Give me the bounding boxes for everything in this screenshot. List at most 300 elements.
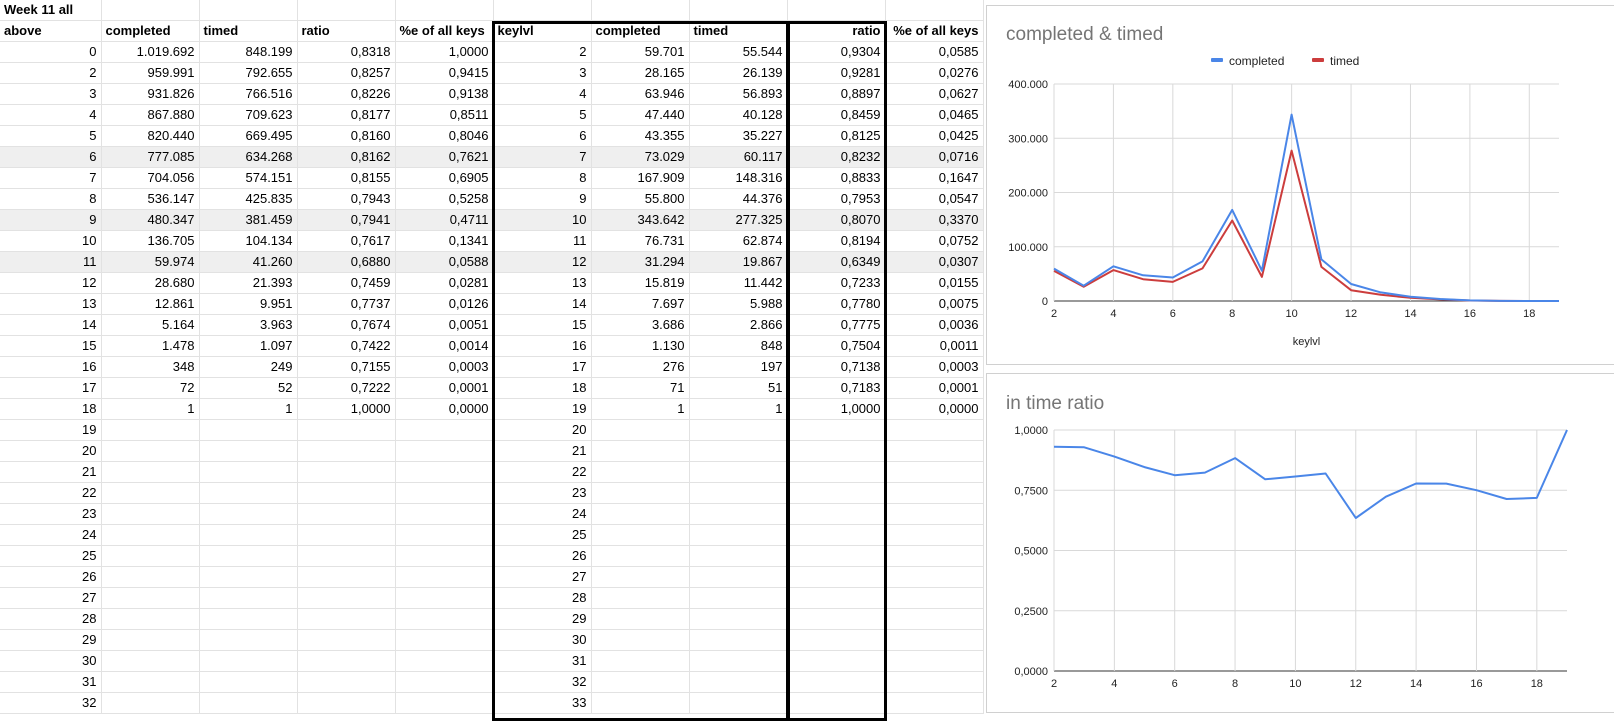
cell-left-8-5[interactable]: 0,5258 bbox=[395, 189, 493, 210]
cell-right-12-2[interactable]: 15.819 bbox=[591, 273, 689, 294]
cell-left-25-3[interactable] bbox=[199, 546, 297, 567]
cell-left-22-5[interactable] bbox=[395, 483, 493, 504]
cell-left-13-5[interactable]: 0,0126 bbox=[395, 294, 493, 315]
cell-right-31-2[interactable] bbox=[591, 672, 689, 693]
cell-right-13-1[interactable]: 14 bbox=[493, 294, 591, 315]
cell-left-26-1[interactable]: 26 bbox=[0, 567, 101, 588]
cell-left-8-2[interactable]: 536.147 bbox=[101, 189, 199, 210]
cell-left-2-1[interactable]: 2 bbox=[0, 63, 101, 84]
cell-left-19-5[interactable] bbox=[395, 420, 493, 441]
cell-left-32-1[interactable]: 32 bbox=[0, 693, 101, 714]
cell-left-5-5[interactable]: 0,8046 bbox=[395, 126, 493, 147]
cell-right-27-1[interactable]: 28 bbox=[493, 588, 591, 609]
cell-left-14-5[interactable]: 0,0051 bbox=[395, 315, 493, 336]
cell-right-24-1[interactable]: 25 bbox=[493, 525, 591, 546]
cell-right-2-1[interactable]: 3 bbox=[493, 63, 591, 84]
cell-right-10-1[interactable]: 11 bbox=[493, 231, 591, 252]
cell-right-6-4[interactable]: 0,8232 bbox=[787, 147, 885, 168]
cell-right-8-4[interactable]: 0,7953 bbox=[787, 189, 885, 210]
cell-left-8-4[interactable]: 0,7943 bbox=[297, 189, 395, 210]
cell-left-28-5[interactable] bbox=[395, 609, 493, 630]
cell-right-13-3[interactable]: 5.988 bbox=[689, 294, 787, 315]
cell-right-29-3[interactable] bbox=[689, 630, 787, 651]
cell-right-21-3[interactable] bbox=[689, 462, 787, 483]
cell-left-16-4[interactable]: 0,7155 bbox=[297, 357, 395, 378]
cell-left-17-3[interactable]: 52 bbox=[199, 378, 297, 399]
cell-right-20-3[interactable] bbox=[689, 441, 787, 462]
cell-right-24-2[interactable] bbox=[591, 525, 689, 546]
cell-right-16-5[interactable]: 0,0003 bbox=[885, 357, 983, 378]
cell-right-7-2[interactable]: 167.909 bbox=[591, 168, 689, 189]
cell-right-9-5[interactable]: 0,3370 bbox=[885, 210, 983, 231]
cell-left-9-1[interactable]: 9 bbox=[0, 210, 101, 231]
cell-left-8-3[interactable]: 425.835 bbox=[199, 189, 297, 210]
cell-right-24-3[interactable] bbox=[689, 525, 787, 546]
cell-left-32-5[interactable] bbox=[395, 693, 493, 714]
cell-left-4-4[interactable]: 0,8177 bbox=[297, 105, 395, 126]
cell-right-30-5[interactable] bbox=[885, 651, 983, 672]
cell-left-25-2[interactable] bbox=[101, 546, 199, 567]
cell-right-18-2[interactable]: 1 bbox=[591, 399, 689, 420]
cell-right-14-1[interactable]: 15 bbox=[493, 315, 591, 336]
cell-right-27-2[interactable] bbox=[591, 588, 689, 609]
cell-right-27-3[interactable] bbox=[689, 588, 787, 609]
cell-right-15-2[interactable]: 1.130 bbox=[591, 336, 689, 357]
cell-right-29-2[interactable] bbox=[591, 630, 689, 651]
cell-left-12-4[interactable]: 0,7459 bbox=[297, 273, 395, 294]
cell-left-14-3[interactable]: 3.963 bbox=[199, 315, 297, 336]
cell-left-28-3[interactable] bbox=[199, 609, 297, 630]
cell-left-11-2[interactable]: 59.974 bbox=[101, 252, 199, 273]
cell-left-22-4[interactable] bbox=[297, 483, 395, 504]
cell-left-5-2[interactable]: 820.440 bbox=[101, 126, 199, 147]
cell-right-6-5[interactable]: 0,0716 bbox=[885, 147, 983, 168]
cell-right-9-3[interactable]: 277.325 bbox=[689, 210, 787, 231]
cell-right-22-3[interactable] bbox=[689, 483, 787, 504]
cell-left-26-5[interactable] bbox=[395, 567, 493, 588]
cell-right-30-4[interactable] bbox=[787, 651, 885, 672]
cell-left-2-5[interactable]: 0,9415 bbox=[395, 63, 493, 84]
cell-left-6-4[interactable]: 0,8162 bbox=[297, 147, 395, 168]
cell-right-17-1[interactable]: 18 bbox=[493, 378, 591, 399]
cell-left-14-1[interactable]: 14 bbox=[0, 315, 101, 336]
cell-right-1-2[interactable]: 59.701 bbox=[591, 42, 689, 63]
cell-right-31-1[interactable]: 32 bbox=[493, 672, 591, 693]
cell-left-10-4[interactable]: 0,7617 bbox=[297, 231, 395, 252]
cell-right-17-4[interactable]: 0,7183 bbox=[787, 378, 885, 399]
cell-left-11-5[interactable]: 0,0588 bbox=[395, 252, 493, 273]
cell-right-12-3[interactable]: 11.442 bbox=[689, 273, 787, 294]
cell-right-18-5[interactable]: 0,0000 bbox=[885, 399, 983, 420]
cell-left-32-2[interactable] bbox=[101, 693, 199, 714]
cell-right-25-3[interactable] bbox=[689, 546, 787, 567]
cell-left-16-1[interactable]: 16 bbox=[0, 357, 101, 378]
cell-right-2-4[interactable]: 0,9281 bbox=[787, 63, 885, 84]
cell-right-12-4[interactable]: 0,7233 bbox=[787, 273, 885, 294]
cell-left-1-1[interactable]: 0 bbox=[0, 42, 101, 63]
cell-right-8-5[interactable]: 0,0547 bbox=[885, 189, 983, 210]
cell-left-16-5[interactable]: 0,0003 bbox=[395, 357, 493, 378]
cell-left-31-1[interactable]: 31 bbox=[0, 672, 101, 693]
cell-right-12-1[interactable]: 13 bbox=[493, 273, 591, 294]
cell-right-25-5[interactable] bbox=[885, 546, 983, 567]
cell-right-1-4[interactable]: 0,9304 bbox=[787, 42, 885, 63]
cell-right-32-1[interactable]: 33 bbox=[493, 693, 591, 714]
cell-left-11-3[interactable]: 41.260 bbox=[199, 252, 297, 273]
cell-right-2-5[interactable]: 0,0276 bbox=[885, 63, 983, 84]
cell-left-9-5[interactable]: 0,4711 bbox=[395, 210, 493, 231]
cell-right-6-2[interactable]: 73.029 bbox=[591, 147, 689, 168]
cell-right-4-3[interactable]: 40.128 bbox=[689, 105, 787, 126]
cell-left-28-4[interactable] bbox=[297, 609, 395, 630]
cell-right-3-2[interactable]: 63.946 bbox=[591, 84, 689, 105]
cell-right-6-3[interactable]: 60.117 bbox=[689, 147, 787, 168]
cell-right-26-5[interactable] bbox=[885, 567, 983, 588]
cell-right-23-1[interactable]: 24 bbox=[493, 504, 591, 525]
cell-left-22-1[interactable]: 22 bbox=[0, 483, 101, 504]
cell-right-28-2[interactable] bbox=[591, 609, 689, 630]
cell-right-14-2[interactable]: 3.686 bbox=[591, 315, 689, 336]
cell-left-12-1[interactable]: 12 bbox=[0, 273, 101, 294]
header-keylvl-ratio[interactable]: ratio bbox=[787, 21, 885, 42]
cell-left-14-2[interactable]: 5.164 bbox=[101, 315, 199, 336]
cell-left-30-4[interactable] bbox=[297, 651, 395, 672]
cell-right-1-1[interactable]: 2 bbox=[493, 42, 591, 63]
cell-left-1-4[interactable]: 0,8318 bbox=[297, 42, 395, 63]
cell-left-19-3[interactable] bbox=[199, 420, 297, 441]
cell-right-19-4[interactable] bbox=[787, 420, 885, 441]
cell-left-6-5[interactable]: 0,7621 bbox=[395, 147, 493, 168]
cell-left-12-2[interactable]: 28.680 bbox=[101, 273, 199, 294]
cell-right-7-1[interactable]: 8 bbox=[493, 168, 591, 189]
cell-left-15-1[interactable]: 15 bbox=[0, 336, 101, 357]
cell-left-25-1[interactable]: 25 bbox=[0, 546, 101, 567]
cell-left-15-2[interactable]: 1.478 bbox=[101, 336, 199, 357]
cell-left-7-3[interactable]: 574.151 bbox=[199, 168, 297, 189]
cell-right-11-1[interactable]: 12 bbox=[493, 252, 591, 273]
cell-left-13-3[interactable]: 9.951 bbox=[199, 294, 297, 315]
cell-left-18-4[interactable]: 1,0000 bbox=[297, 399, 395, 420]
cell-left-28-1[interactable]: 28 bbox=[0, 609, 101, 630]
cell-right-16-3[interactable]: 197 bbox=[689, 357, 787, 378]
cell-right-5-3[interactable]: 35.227 bbox=[689, 126, 787, 147]
cell-left-5-3[interactable]: 669.495 bbox=[199, 126, 297, 147]
cell-right-31-3[interactable] bbox=[689, 672, 787, 693]
cell-right-5-1[interactable]: 6 bbox=[493, 126, 591, 147]
cell-right-27-4[interactable] bbox=[787, 588, 885, 609]
cell-left-30-5[interactable] bbox=[395, 651, 493, 672]
cell-left-17-1[interactable]: 17 bbox=[0, 378, 101, 399]
cell-right-31-5[interactable] bbox=[885, 672, 983, 693]
header-keylvl-pct-all-keys[interactable]: %e of all keys bbox=[885, 21, 983, 42]
cell-right-17-3[interactable]: 51 bbox=[689, 378, 787, 399]
cell-left-5-1[interactable]: 5 bbox=[0, 126, 101, 147]
cell-left-21-4[interactable] bbox=[297, 462, 395, 483]
cell-left-30-2[interactable] bbox=[101, 651, 199, 672]
cell-left-10-3[interactable]: 104.134 bbox=[199, 231, 297, 252]
cell-left-31-3[interactable] bbox=[199, 672, 297, 693]
cell-left-14-4[interactable]: 0,7674 bbox=[297, 315, 395, 336]
cell-left-9-3[interactable]: 381.459 bbox=[199, 210, 297, 231]
cell-left-27-5[interactable] bbox=[395, 588, 493, 609]
cell-right-19-3[interactable] bbox=[689, 420, 787, 441]
cell-right-19-5[interactable] bbox=[885, 420, 983, 441]
cell-left-6-1[interactable]: 6 bbox=[0, 147, 101, 168]
cell-left-20-5[interactable] bbox=[395, 441, 493, 462]
cell-left-21-3[interactable] bbox=[199, 462, 297, 483]
cell-left-16-3[interactable]: 249 bbox=[199, 357, 297, 378]
cell-left-22-2[interactable] bbox=[101, 483, 199, 504]
cell-right-29-4[interactable] bbox=[787, 630, 885, 651]
cell-right-28-4[interactable] bbox=[787, 609, 885, 630]
cell-right-5-5[interactable]: 0,0425 bbox=[885, 126, 983, 147]
cell-left-17-5[interactable]: 0,0001 bbox=[395, 378, 493, 399]
cell-right-21-5[interactable] bbox=[885, 462, 983, 483]
cell-left-20-1[interactable]: 20 bbox=[0, 441, 101, 462]
cell-left-12-3[interactable]: 21.393 bbox=[199, 273, 297, 294]
cell-right-12-5[interactable]: 0,0155 bbox=[885, 273, 983, 294]
cell-right-10-2[interactable]: 76.731 bbox=[591, 231, 689, 252]
cell-left-11-1[interactable]: 11 bbox=[0, 252, 101, 273]
cell-left-27-4[interactable] bbox=[297, 588, 395, 609]
cell-left-21-1[interactable]: 21 bbox=[0, 462, 101, 483]
cell-right-7-5[interactable]: 0,1647 bbox=[885, 168, 983, 189]
cell-left-6-2[interactable]: 777.085 bbox=[101, 147, 199, 168]
cell-left-25-5[interactable] bbox=[395, 546, 493, 567]
cell-left-1-5[interactable]: 1,0000 bbox=[395, 42, 493, 63]
cell-right-20-5[interactable] bbox=[885, 441, 983, 462]
cell-right-7-4[interactable]: 0,8833 bbox=[787, 168, 885, 189]
cell-left-17-2[interactable]: 72 bbox=[101, 378, 199, 399]
cell-left-29-2[interactable] bbox=[101, 630, 199, 651]
cell-left-13-2[interactable]: 12.861 bbox=[101, 294, 199, 315]
cell-right-23-2[interactable] bbox=[591, 504, 689, 525]
cell-right-4-4[interactable]: 0,8459 bbox=[787, 105, 885, 126]
cell-right-29-1[interactable]: 30 bbox=[493, 630, 591, 651]
cell-left-21-2[interactable] bbox=[101, 462, 199, 483]
cell-right-32-3[interactable] bbox=[689, 693, 787, 714]
cell-right-28-3[interactable] bbox=[689, 609, 787, 630]
cell-right-3-4[interactable]: 0,8897 bbox=[787, 84, 885, 105]
cell-right-26-3[interactable] bbox=[689, 567, 787, 588]
cell-right-25-4[interactable] bbox=[787, 546, 885, 567]
cell-right-15-4[interactable]: 0,7504 bbox=[787, 336, 885, 357]
header-keylvl-timed[interactable]: timed bbox=[689, 21, 787, 42]
cell-left-2-4[interactable]: 0,8257 bbox=[297, 63, 395, 84]
cell-left-6-3[interactable]: 634.268 bbox=[199, 147, 297, 168]
cell-left-4-2[interactable]: 867.880 bbox=[101, 105, 199, 126]
cell-left-26-2[interactable] bbox=[101, 567, 199, 588]
cell-left-19-4[interactable] bbox=[297, 420, 395, 441]
cell-right-32-5[interactable] bbox=[885, 693, 983, 714]
cell-right-23-4[interactable] bbox=[787, 504, 885, 525]
cell-right-20-1[interactable]: 21 bbox=[493, 441, 591, 462]
cell-right-24-5[interactable] bbox=[885, 525, 983, 546]
header-pct-all-keys[interactable]: %e of all keys bbox=[395, 21, 493, 42]
cell-right-22-4[interactable] bbox=[787, 483, 885, 504]
cell-left-10-1[interactable]: 10 bbox=[0, 231, 101, 252]
cell-right-17-5[interactable]: 0,0001 bbox=[885, 378, 983, 399]
cell-right-18-4[interactable]: 1,0000 bbox=[787, 399, 885, 420]
cell-right-22-1[interactable]: 23 bbox=[493, 483, 591, 504]
header-completed[interactable]: completed bbox=[101, 21, 199, 42]
cell-left-31-5[interactable] bbox=[395, 672, 493, 693]
cell-right-14-5[interactable]: 0,0036 bbox=[885, 315, 983, 336]
cell-right-23-5[interactable] bbox=[885, 504, 983, 525]
cell-left-15-4[interactable]: 0,7422 bbox=[297, 336, 395, 357]
cell-left-18-3[interactable]: 1 bbox=[199, 399, 297, 420]
cell-left-19-2[interactable] bbox=[101, 420, 199, 441]
cell-left-24-5[interactable] bbox=[395, 525, 493, 546]
cell-left-30-3[interactable] bbox=[199, 651, 297, 672]
cell-right-4-1[interactable]: 5 bbox=[493, 105, 591, 126]
cell-right-15-5[interactable]: 0,0011 bbox=[885, 336, 983, 357]
cell-left-15-5[interactable]: 0,0014 bbox=[395, 336, 493, 357]
cell-left-23-2[interactable] bbox=[101, 504, 199, 525]
cell-left-18-1[interactable]: 18 bbox=[0, 399, 101, 420]
cell-right-32-4[interactable] bbox=[787, 693, 885, 714]
cell-left-7-2[interactable]: 704.056 bbox=[101, 168, 199, 189]
cell-right-18-3[interactable]: 1 bbox=[689, 399, 787, 420]
cell-right-6-1[interactable]: 7 bbox=[493, 147, 591, 168]
cell-left-7-4[interactable]: 0,8155 bbox=[297, 168, 395, 189]
cell-left-2-2[interactable]: 959.991 bbox=[101, 63, 199, 84]
cell-left-20-4[interactable] bbox=[297, 441, 395, 462]
cell-right-10-4[interactable]: 0,8194 bbox=[787, 231, 885, 252]
cell-left-22-3[interactable] bbox=[199, 483, 297, 504]
cell-right-2-3[interactable]: 26.139 bbox=[689, 63, 787, 84]
cell-left-1-3[interactable]: 848.199 bbox=[199, 42, 297, 63]
header-keylvl-completed[interactable]: completed bbox=[591, 21, 689, 42]
cell-right-20-4[interactable] bbox=[787, 441, 885, 462]
cell-right-13-2[interactable]: 7.697 bbox=[591, 294, 689, 315]
cell-right-3-3[interactable]: 56.893 bbox=[689, 84, 787, 105]
cell-right-4-2[interactable]: 47.440 bbox=[591, 105, 689, 126]
cell-right-19-2[interactable] bbox=[591, 420, 689, 441]
cell-left-4-3[interactable]: 709.623 bbox=[199, 105, 297, 126]
cell-left-29-3[interactable] bbox=[199, 630, 297, 651]
cell-left-3-1[interactable]: 3 bbox=[0, 84, 101, 105]
cell-right-27-5[interactable] bbox=[885, 588, 983, 609]
cell-right-7-3[interactable]: 148.316 bbox=[689, 168, 787, 189]
cell-left-27-2[interactable] bbox=[101, 588, 199, 609]
cell-right-30-3[interactable] bbox=[689, 651, 787, 672]
cell-left-13-1[interactable]: 13 bbox=[0, 294, 101, 315]
cell-left-32-3[interactable] bbox=[199, 693, 297, 714]
cell-left-7-1[interactable]: 7 bbox=[0, 168, 101, 189]
cell-right-10-3[interactable]: 62.874 bbox=[689, 231, 787, 252]
cell-left-23-4[interactable] bbox=[297, 504, 395, 525]
cell-right-30-2[interactable] bbox=[591, 651, 689, 672]
cell-left-10-2[interactable]: 136.705 bbox=[101, 231, 199, 252]
cell-right-5-2[interactable]: 43.355 bbox=[591, 126, 689, 147]
cell-right-16-1[interactable]: 17 bbox=[493, 357, 591, 378]
cell-left-3-3[interactable]: 766.516 bbox=[199, 84, 297, 105]
cell-right-17-2[interactable]: 71 bbox=[591, 378, 689, 399]
cell-left-11-4[interactable]: 0,6880 bbox=[297, 252, 395, 273]
cell-left-12-5[interactable]: 0,0281 bbox=[395, 273, 493, 294]
cell-right-1-5[interactable]: 0,0585 bbox=[885, 42, 983, 63]
cell-left-1-2[interactable]: 1.019.692 bbox=[101, 42, 199, 63]
cell-right-4-5[interactable]: 0,0465 bbox=[885, 105, 983, 126]
cell-left-7-5[interactable]: 0,6905 bbox=[395, 168, 493, 189]
cell-right-24-4[interactable] bbox=[787, 525, 885, 546]
cell-right-3-5[interactable]: 0,0627 bbox=[885, 84, 983, 105]
cell-left-24-3[interactable] bbox=[199, 525, 297, 546]
cell-left-13-4[interactable]: 0,7737 bbox=[297, 294, 395, 315]
cell-left-20-3[interactable] bbox=[199, 441, 297, 462]
cell-right-21-4[interactable] bbox=[787, 462, 885, 483]
cell-right-28-1[interactable]: 29 bbox=[493, 609, 591, 630]
cell-left-29-5[interactable] bbox=[395, 630, 493, 651]
chart-in-time-ratio[interactable] bbox=[986, 373, 1614, 713]
cell-left-23-3[interactable] bbox=[199, 504, 297, 525]
cell-left-28-2[interactable] bbox=[101, 609, 199, 630]
cell-left-4-1[interactable]: 4 bbox=[0, 105, 101, 126]
cell-left-10-5[interactable]: 0,1341 bbox=[395, 231, 493, 252]
cell-left-9-2[interactable]: 480.347 bbox=[101, 210, 199, 231]
cell-right-25-2[interactable] bbox=[591, 546, 689, 567]
cell-left-19-1[interactable]: 19 bbox=[0, 420, 101, 441]
cell-left-15-3[interactable]: 1.097 bbox=[199, 336, 297, 357]
cell-right-29-5[interactable] bbox=[885, 630, 983, 651]
cell-left-20-2[interactable] bbox=[101, 441, 199, 462]
cell-left-27-3[interactable] bbox=[199, 588, 297, 609]
cell-right-1-3[interactable]: 55.544 bbox=[689, 42, 787, 63]
header-keylvl[interactable]: keylvl bbox=[493, 21, 591, 42]
cell-right-26-4[interactable] bbox=[787, 567, 885, 588]
cell-right-11-5[interactable]: 0,0307 bbox=[885, 252, 983, 273]
cell-left-29-4[interactable] bbox=[297, 630, 395, 651]
cell-right-9-1[interactable]: 10 bbox=[493, 210, 591, 231]
cell-right-8-3[interactable]: 44.376 bbox=[689, 189, 787, 210]
cell-left-18-2[interactable]: 1 bbox=[101, 399, 199, 420]
cell-right-21-1[interactable]: 22 bbox=[493, 462, 591, 483]
cell-left-3-2[interactable]: 931.826 bbox=[101, 84, 199, 105]
header-ratio[interactable]: ratio bbox=[297, 21, 395, 42]
cell-right-15-3[interactable]: 848 bbox=[689, 336, 787, 357]
cell-left-3-5[interactable]: 0,9138 bbox=[395, 84, 493, 105]
cell-left-24-2[interactable] bbox=[101, 525, 199, 546]
cell-left-29-1[interactable]: 29 bbox=[0, 630, 101, 651]
cell-right-8-1[interactable]: 9 bbox=[493, 189, 591, 210]
cell-right-9-2[interactable]: 343.642 bbox=[591, 210, 689, 231]
cell-right-18-1[interactable]: 19 bbox=[493, 399, 591, 420]
cell-right-21-2[interactable] bbox=[591, 462, 689, 483]
cell-right-14-3[interactable]: 2.866 bbox=[689, 315, 787, 336]
cell-right-11-3[interactable]: 19.867 bbox=[689, 252, 787, 273]
cell-right-26-1[interactable]: 27 bbox=[493, 567, 591, 588]
cell-right-32-2[interactable] bbox=[591, 693, 689, 714]
cell-right-23-3[interactable] bbox=[689, 504, 787, 525]
cell-left-17-4[interactable]: 0,7222 bbox=[297, 378, 395, 399]
cell-right-2-2[interactable]: 28.165 bbox=[591, 63, 689, 84]
cell-left-32-4[interactable] bbox=[297, 693, 395, 714]
cell-left-4-5[interactable]: 0,8511 bbox=[395, 105, 493, 126]
cell-left-25-4[interactable] bbox=[297, 546, 395, 567]
cell-right-14-4[interactable]: 0,7775 bbox=[787, 315, 885, 336]
chart-completed-timed[interactable] bbox=[986, 5, 1614, 365]
cell-left-27-1[interactable]: 27 bbox=[0, 588, 101, 609]
cell-right-26-2[interactable] bbox=[591, 567, 689, 588]
cell-left-26-4[interactable] bbox=[297, 567, 395, 588]
cell-right-5-4[interactable]: 0,8125 bbox=[787, 126, 885, 147]
cell-right-8-2[interactable]: 55.800 bbox=[591, 189, 689, 210]
cell-right-16-2[interactable]: 276 bbox=[591, 357, 689, 378]
cell-right-30-1[interactable]: 31 bbox=[493, 651, 591, 672]
cell-left-5-4[interactable]: 0,8160 bbox=[297, 126, 395, 147]
cell-left-2-3[interactable]: 792.655 bbox=[199, 63, 297, 84]
